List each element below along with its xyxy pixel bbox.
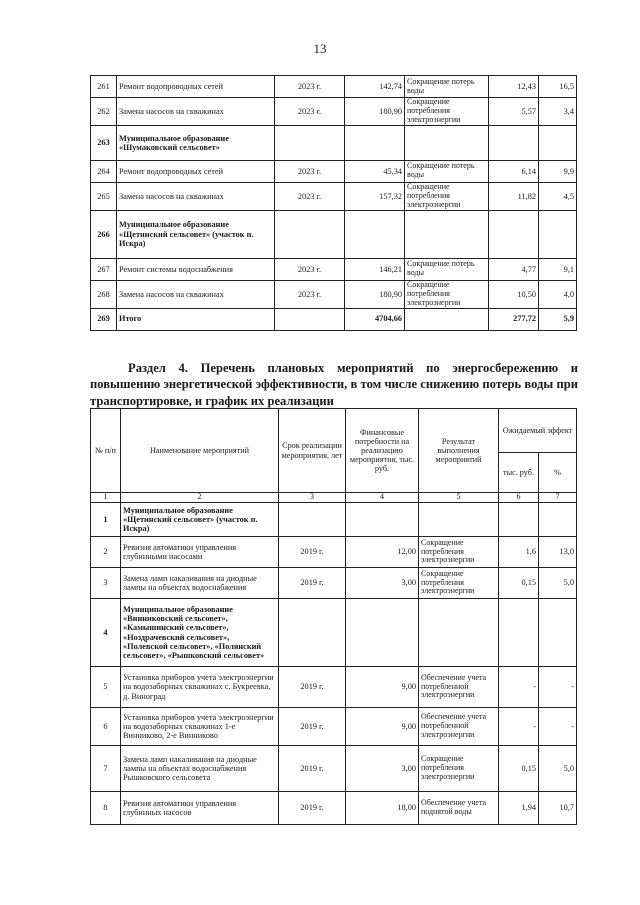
table-row <box>91 792 577 825</box>
finance-cost: 45,34 <box>345 160 405 182</box>
result-text <box>419 599 499 667</box>
finance-cost <box>345 125 405 160</box>
effect-rub: 0,15 <box>499 568 539 599</box>
term-year: 2023 г. <box>275 280 345 308</box>
row-number: 4 <box>91 599 121 667</box>
header-pct: % <box>539 453 577 493</box>
finance-cost: 3,00 <box>346 746 419 792</box>
measure-name: Ремонт водопроводных сетей <box>117 76 275 98</box>
effect-pct <box>539 125 577 160</box>
column-number: 1 <box>91 493 121 503</box>
term-year: 2023 г. <box>275 258 345 280</box>
finance-cost: 18,00 <box>346 792 419 825</box>
effect-pct: 4,0 <box>539 280 577 308</box>
table-row <box>91 503 577 537</box>
effect-pct: 13,0 <box>539 537 577 568</box>
measure-name: Замена ламп накаливания на диодные лампы на объектах водоснабжения Рышковского сельсовета <box>121 746 279 792</box>
result-text: Обеспечение учета поднятой воды <box>419 792 499 825</box>
measure-name: Замена насосов на скважинах <box>117 182 275 210</box>
header-name: Наименование мероприятий <box>121 409 279 493</box>
effect-pct: - <box>539 667 577 708</box>
effect-pct <box>539 503 577 537</box>
measure-name: Установка приборов учета электроэнергии на водозаборных скважинах с. Букреевка, д. Виноград <box>121 667 279 708</box>
table-row <box>91 537 577 568</box>
table-row <box>91 258 577 280</box>
effect-rub: 0,15 <box>499 746 539 792</box>
table-row <box>91 708 577 746</box>
result-text: Сокращение потерь воды <box>405 76 489 98</box>
result-text: Сокращение потребления электроэнергии <box>419 568 499 599</box>
column-number: 3 <box>279 493 346 503</box>
row-number: 2 <box>91 537 121 568</box>
effect-rub <box>489 210 539 258</box>
table-row <box>91 667 577 708</box>
page-number: 13 <box>313 41 327 56</box>
row-number: 267 <box>91 258 117 280</box>
effect-pct: - <box>539 708 577 746</box>
effect-pct: 10,7 <box>539 792 577 825</box>
table-row <box>91 182 577 210</box>
table-row <box>91 76 577 98</box>
finance-cost: 9,00 <box>346 708 419 746</box>
row-number: 6 <box>91 708 121 746</box>
effect-rub <box>489 125 539 160</box>
term-year: 2023 г. <box>275 76 345 98</box>
effect-rub: 277,72 <box>489 308 539 330</box>
term-year <box>275 210 345 258</box>
effect-rub: 1,94 <box>499 792 539 825</box>
measure-name: Замена насосов на скважинах <box>117 98 275 126</box>
header-number: № п/п <box>91 409 121 493</box>
result-text: Обеспечение учета потребленной электроэнергии <box>419 667 499 708</box>
result-text: Сокращение потерь воды <box>405 258 489 280</box>
effect-rub: 5,57 <box>489 98 539 126</box>
term-year: 2023 г. <box>275 182 345 210</box>
effect-pct: 4,5 <box>539 182 577 210</box>
term-year: 2019 г. <box>279 708 346 746</box>
finance-cost: 180,90 <box>345 280 405 308</box>
term-year: 2019 г. <box>279 746 346 792</box>
result-text <box>405 308 489 330</box>
effect-pct: 3,4 <box>539 98 577 126</box>
result-text <box>405 210 489 258</box>
term-year: 2019 г. <box>279 792 346 825</box>
finance-cost: 142,74 <box>345 76 405 98</box>
table-row <box>91 568 577 599</box>
finance-cost: 12,00 <box>346 537 419 568</box>
effect-rub <box>499 503 539 537</box>
finance-cost: 146,21 <box>345 258 405 280</box>
table-row <box>91 308 577 330</box>
column-number: 7 <box>539 493 577 503</box>
table-row <box>91 210 577 258</box>
row-number: 1 <box>91 503 121 537</box>
effect-pct: 16,5 <box>539 76 577 98</box>
term-year: 2019 г. <box>279 568 346 599</box>
measure-name: Установка приборов учета электроэнергии на водозаборных скважинах 1-е Винниково, 2-е Винниково <box>121 708 279 746</box>
term-year <box>279 503 346 537</box>
term-year: 2019 г. <box>279 537 346 568</box>
result-text: Обеспечение учета потребленной электроэнергии <box>419 708 499 746</box>
result-text: Сокращение потребления электроэнергии <box>405 98 489 126</box>
effect-pct: 9,1 <box>539 258 577 280</box>
result-text: Сокращение потребления электроэнергии <box>419 537 499 568</box>
column-number: 2 <box>121 493 279 503</box>
row-number: 5 <box>91 667 121 708</box>
result-text: Сокращение потребления электроэнергии <box>419 746 499 792</box>
finance-cost <box>346 503 419 537</box>
term-year: 2023 г. <box>275 160 345 182</box>
effect-pct: 5,0 <box>539 568 577 599</box>
effect-rub <box>499 599 539 667</box>
finance-cost: 3,00 <box>346 568 419 599</box>
term-year: 2019 г. <box>279 667 346 708</box>
measure-name: Замена насосов на скважинах <box>117 280 275 308</box>
measure-name: Муниципальное образование «Щетинский сельсовет» (участок п. Искра) <box>117 210 275 258</box>
term-year: 2023 г. <box>275 98 345 126</box>
measure-name: Ревизия автоматики управления глубинных насосов <box>121 792 279 825</box>
header-effect: Ожидаемый эффект <box>499 409 577 453</box>
measure-name: Ремонт водопроводных сетей <box>117 160 275 182</box>
header-term: Срок реализации мероприятия, лет <box>279 409 346 493</box>
finance-cost: 180,90 <box>345 98 405 126</box>
table-row <box>91 599 577 667</box>
row-number: 269 <box>91 308 117 330</box>
row-number: 264 <box>91 160 117 182</box>
header-result: Результат выполнения мероприятий <box>419 409 499 493</box>
result-text: Сокращение потребления электроэнергии <box>405 280 489 308</box>
result-text: Сокращение потребления электроэнергии <box>405 182 489 210</box>
effect-pct: 9,9 <box>539 160 577 182</box>
measure-name: Муниципальное образование «Винниковский сельсовет», «Камышинский сельсовет», «Ноздрачевский сельсовет», «Полевской сельсовет», «Полянский сельсовет», «Рышковский сельсовет» <box>121 599 279 667</box>
row-number: 261 <box>91 76 117 98</box>
effect-rub: 4,77 <box>489 258 539 280</box>
finance-cost: 4704,66 <box>345 308 405 330</box>
effect-pct <box>539 599 577 667</box>
measure-name: Ревизия автоматики управления глубинными насосами <box>121 537 279 568</box>
column-number: 4 <box>346 493 419 503</box>
result-text: Сокращение потерь воды <box>405 160 489 182</box>
term-year <box>279 599 346 667</box>
row-number: 8 <box>91 792 121 825</box>
row-number: 268 <box>91 280 117 308</box>
measure-name: Замена ламп накаливания на диодные лампы на объектах водоснабжения <box>121 568 279 599</box>
measure-name: Итого <box>117 308 275 330</box>
table-row <box>91 280 577 308</box>
effect-rub: - <box>499 667 539 708</box>
effect-rub: 11,82 <box>489 182 539 210</box>
result-text <box>419 503 499 537</box>
row-number: 263 <box>91 125 117 160</box>
effect-rub: 6,14 <box>489 160 539 182</box>
finance-cost <box>346 599 419 667</box>
effect-rub: 1,6 <box>499 537 539 568</box>
table-row <box>91 746 577 792</box>
effect-rub: 12,43 <box>489 76 539 98</box>
effect-pct: 5,0 <box>539 746 577 792</box>
result-text <box>405 125 489 160</box>
column-number: 6 <box>499 493 539 503</box>
table-row <box>91 160 577 182</box>
term-year <box>275 125 345 160</box>
row-number: 266 <box>91 210 117 258</box>
term-year <box>275 308 345 330</box>
finance-cost: 157,32 <box>345 182 405 210</box>
table-row <box>91 125 577 160</box>
table-row <box>91 98 577 126</box>
row-number: 265 <box>91 182 117 210</box>
measure-name: Муниципальное образование «Щетинский сельсовет» (участок п. Искра) <box>121 503 279 537</box>
effect-pct: 5,9 <box>539 308 577 330</box>
section-4-title: Раздел 4. Перечень плановых мероприятий по энергосбережению и повышению энергетической эффективности, в том числе снижению потерь воды при транспортировке, и график их реализации <box>90 361 578 408</box>
effect-pct <box>539 210 577 258</box>
header-finance: Финансовые потребности на реализацию мероприятия, тыс. руб. <box>346 409 419 493</box>
finance-cost <box>345 210 405 258</box>
column-number: 5 <box>419 493 499 503</box>
row-number: 3 <box>91 568 121 599</box>
effect-rub: - <box>499 708 539 746</box>
measure-name: Муниципальное образование «Шумаковский сельсовет» <box>117 125 275 160</box>
row-number: 7 <box>91 746 121 792</box>
header-rub: тыс. руб. <box>499 453 539 493</box>
measures-table-continued <box>90 75 577 331</box>
section-4-table <box>90 408 577 825</box>
finance-cost: 9,00 <box>346 667 419 708</box>
measure-name: Ремонт системы водоснабжения <box>117 258 275 280</box>
effect-rub: 10,50 <box>489 280 539 308</box>
row-number: 262 <box>91 98 117 126</box>
